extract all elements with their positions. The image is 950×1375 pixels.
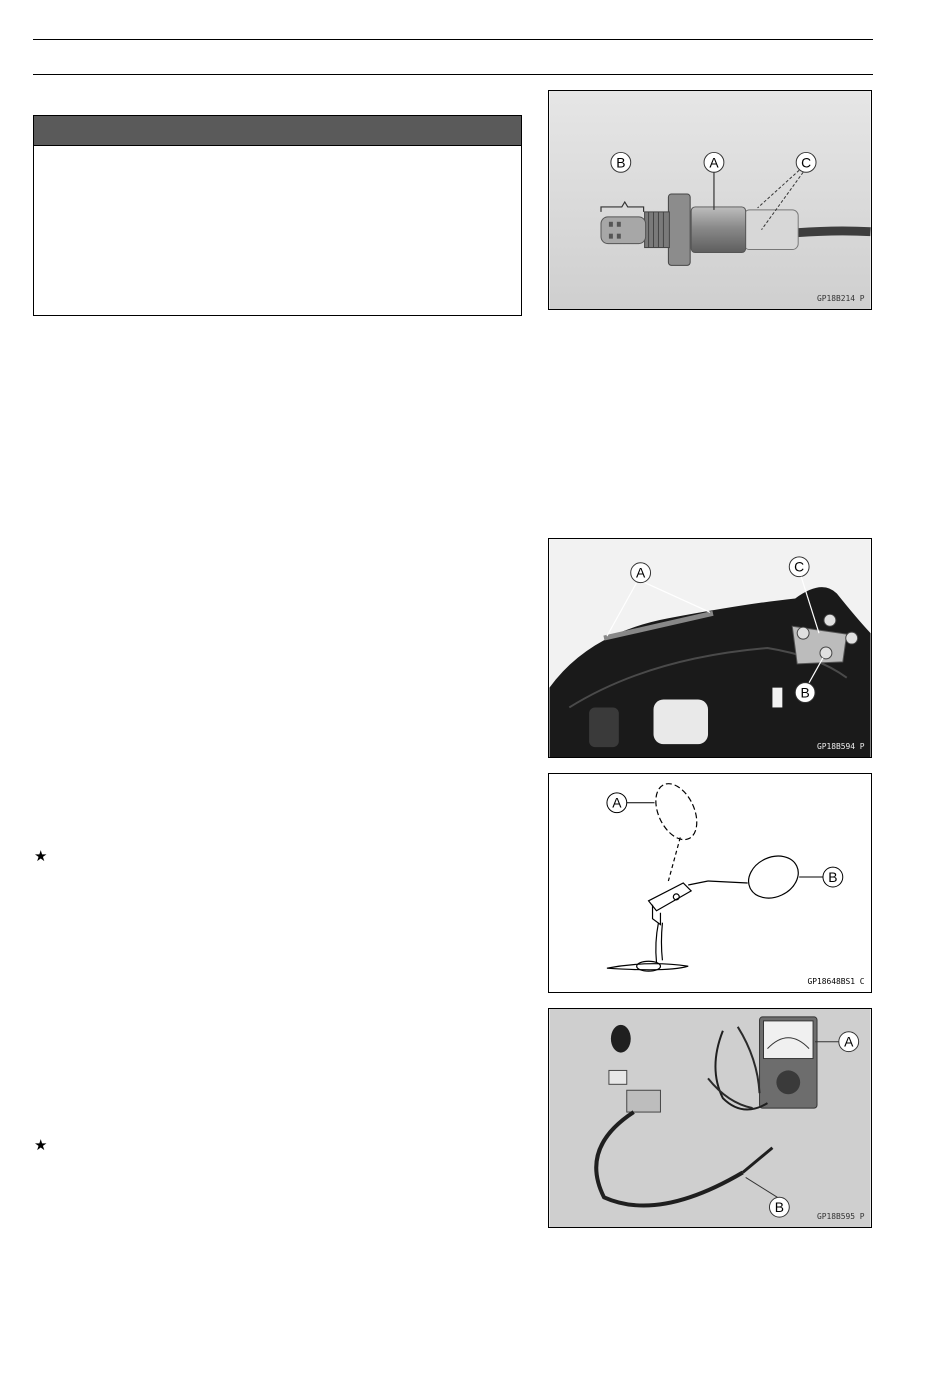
figure-fuel-tank-underside (548, 538, 872, 758)
star-bullet-1: ★ (34, 848, 48, 865)
notice-header (34, 116, 521, 146)
figure-code: GP18B595 P (816, 1212, 865, 1222)
fuel-tank-illustration (549, 539, 871, 757)
callout-c: C (794, 558, 805, 575)
notice-box (33, 115, 522, 316)
float-diagram (549, 774, 871, 992)
callout-b: B (616, 154, 626, 171)
figure-code: GP18B214 P (816, 294, 865, 304)
figure-multimeter-test (548, 1008, 872, 1228)
figure-code: GP18648BS1 C (807, 977, 865, 987)
figure-fuel-level-float (548, 773, 872, 993)
callout-b: B (774, 1199, 784, 1216)
callout-b: B (828, 869, 838, 886)
header-rule-top (33, 39, 873, 40)
o2-sensor-illustration (549, 91, 871, 309)
notice-body (34, 146, 521, 162)
header-rule-bottom (33, 74, 873, 75)
callout-a: A (844, 1033, 854, 1050)
callout-a: A (612, 794, 622, 811)
callout-c: C (801, 154, 812, 171)
callout-a: A (636, 564, 646, 581)
figure-code: GP18B594 P (816, 742, 865, 752)
callout-a: A (709, 154, 719, 171)
star-bullet-2: ★ (34, 1137, 48, 1154)
callout-b: B (800, 684, 810, 701)
figure-o2-sensor (548, 90, 872, 310)
multimeter-illustration (549, 1009, 871, 1227)
